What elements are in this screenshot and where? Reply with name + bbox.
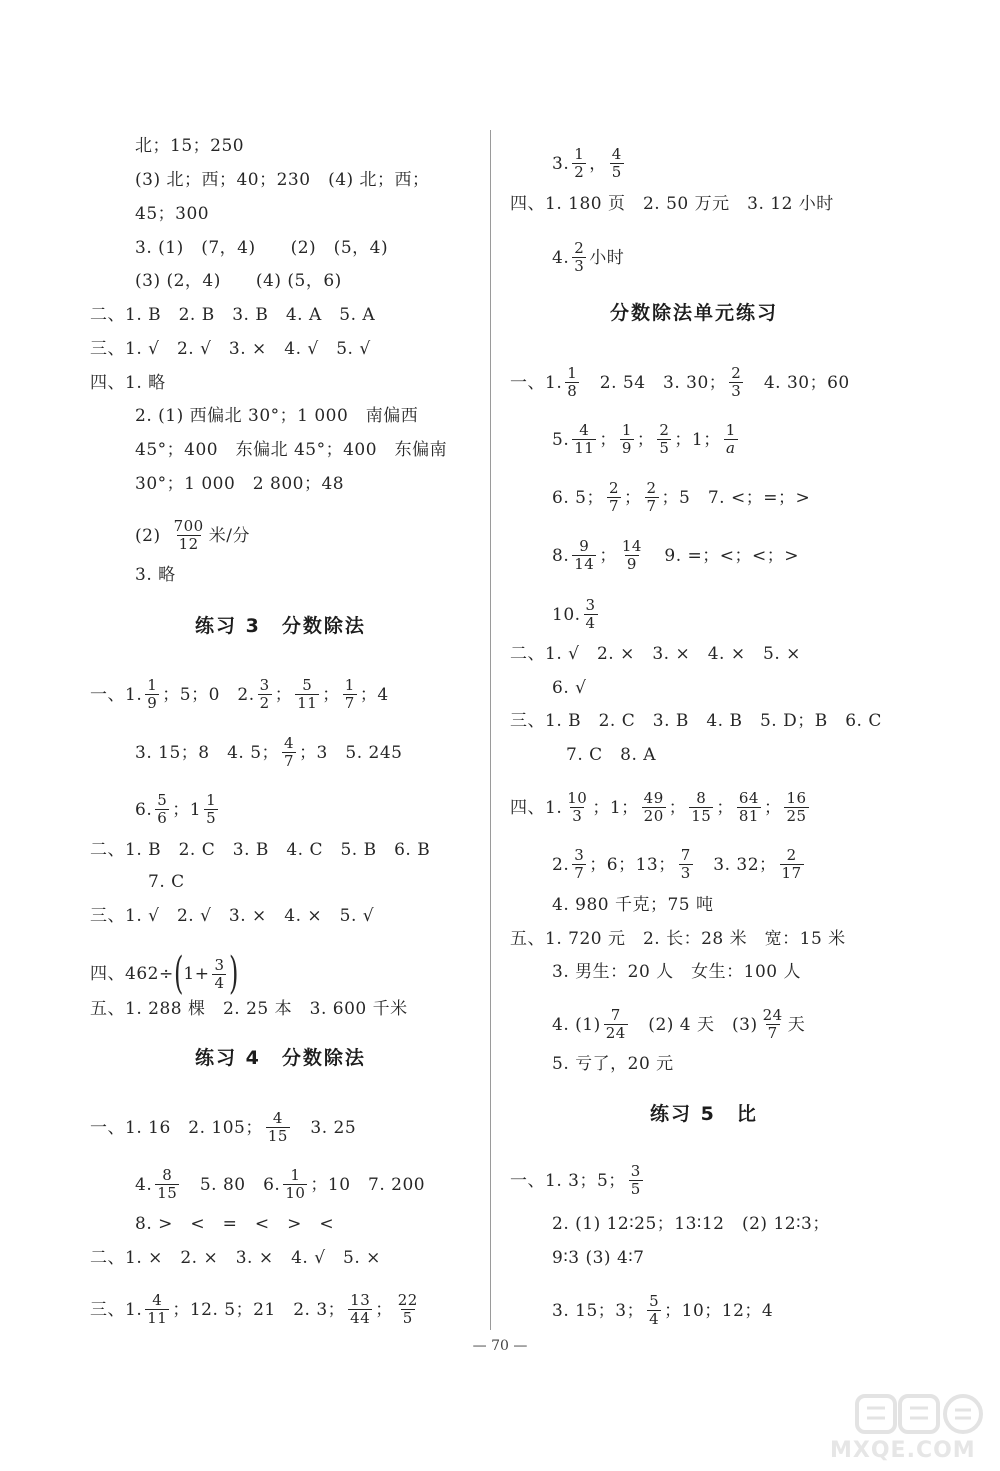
fraction	[565, 365, 579, 400]
answer-text: ；	[636, 429, 655, 450]
numerator: 5	[649, 1292, 660, 1310]
answer-line	[90, 948, 240, 999]
denominator: 5	[402, 1309, 413, 1327]
fraction	[155, 1167, 179, 1202]
fraction	[620, 422, 634, 457]
denominator: 7	[574, 864, 585, 882]
answer-text: 3.	[552, 153, 570, 174]
numerator: 2	[659, 421, 670, 439]
fraction	[657, 422, 671, 457]
answer-line	[135, 518, 250, 553]
fraction	[604, 1007, 628, 1042]
answer-text: 五、1. 720 元 2. 长：28 米 宽：15 米	[510, 929, 846, 949]
denominator: 10	[285, 1184, 306, 1202]
numerator: 7	[610, 1006, 621, 1024]
denominator: 11	[574, 439, 595, 457]
section-title: 练习 5 比	[650, 1103, 758, 1125]
answer-text: 2. (1) 12∶25；13∶12 (2) 12∶3；	[552, 1214, 830, 1234]
answer-line	[552, 678, 586, 698]
answer-line	[90, 1292, 423, 1327]
numerator: 3	[214, 955, 225, 974]
denominator: 15	[691, 807, 712, 825]
answer-line	[510, 1163, 646, 1198]
denominator: 11	[297, 694, 318, 712]
answer-line	[552, 1293, 773, 1328]
numerator: 3	[574, 846, 585, 864]
page-number: — 70 —	[472, 1338, 528, 1354]
answer-text: 一、1. 3；5；	[510, 1170, 626, 1191]
numerator: 4	[611, 145, 622, 163]
answer-line	[135, 170, 430, 190]
fraction	[645, 480, 659, 515]
answer-line	[148, 872, 185, 892]
numerator: 2	[731, 364, 742, 382]
answer-text: 4. 30；60	[746, 372, 850, 393]
answer-text: ；1	[172, 799, 202, 820]
answer-line	[90, 1248, 381, 1268]
fraction	[629, 1163, 643, 1198]
denominator: 81	[738, 807, 759, 825]
answer-text: ；	[375, 1299, 393, 1320]
numerator: 24	[762, 1006, 783, 1024]
answer-text: 4. (1)	[552, 1014, 601, 1035]
denominator: 6	[157, 809, 168, 827]
answer-text: ；	[322, 684, 340, 705]
answer-line	[90, 906, 374, 926]
denominator: 7	[767, 1024, 778, 1042]
answer-text: 8. > < = < > <	[135, 1214, 335, 1234]
denominator: 4	[649, 1310, 660, 1328]
answer-text: 3. 32；	[695, 854, 777, 875]
answer-line	[552, 1248, 645, 1268]
answer-line	[552, 895, 714, 915]
answer-line	[510, 644, 801, 664]
answer-line	[135, 440, 447, 460]
fraction	[396, 1292, 420, 1327]
fraction	[729, 365, 743, 400]
denominator: 15	[157, 1184, 178, 1202]
denominator: 11	[147, 1309, 168, 1327]
answer-text: 二、1. √ 2. × 3. × 4. × 5. ×	[510, 644, 801, 664]
denominator: 17	[781, 864, 802, 882]
fraction	[610, 146, 624, 181]
answer-line	[135, 474, 344, 494]
answer-text: ；	[274, 684, 293, 705]
answer-text: 3. 15；3；	[552, 1300, 645, 1321]
denominator: 5	[206, 809, 217, 827]
fraction	[572, 538, 596, 573]
answer-text: ；	[716, 797, 734, 818]
numerator: 700	[173, 517, 204, 535]
answer-text: 四、1. 略	[90, 373, 166, 393]
numerator: 2	[574, 239, 585, 257]
numerator: 16	[786, 789, 807, 807]
numerator: 4	[284, 734, 295, 752]
answer-text: (3) 北；西；40；230 (4) 北；西；	[135, 170, 430, 190]
numerator: 5	[157, 791, 168, 809]
answer-line	[135, 406, 418, 426]
denominator: 7	[344, 694, 355, 712]
denominator: 7	[646, 497, 657, 515]
fraction	[584, 597, 598, 632]
numerator: 3	[259, 676, 270, 694]
answer-line	[135, 238, 388, 258]
watermark-url: MXQE.COM	[830, 1438, 976, 1463]
fraction	[283, 1167, 307, 1202]
answer-text: 4. 980 千克；75 吨	[552, 895, 714, 915]
denominator: 12	[178, 535, 199, 553]
fraction	[572, 146, 586, 181]
fraction	[295, 677, 319, 712]
answer-text: 四、1.	[510, 797, 563, 818]
fraction	[737, 790, 761, 825]
fraction	[784, 790, 808, 825]
answer-line	[552, 480, 810, 515]
answer-text: ；	[763, 797, 782, 818]
answer-text: 3. 男生：20 人 女生：100 人	[552, 962, 802, 982]
answer-line	[90, 373, 166, 393]
answer-text: 45°；400 东偏北 45°；400 东偏南	[135, 440, 448, 460]
fraction	[155, 792, 169, 827]
denominator: 2	[574, 163, 585, 181]
answer-line	[90, 305, 375, 325]
numerator: 49	[643, 789, 664, 807]
denominator: 14	[574, 555, 595, 573]
answer-text: 6. √	[552, 678, 587, 698]
denominator: 5	[611, 163, 622, 181]
numerator: 1	[147, 676, 158, 694]
numerator: 64	[738, 789, 759, 807]
answer-text: 7. C 8. A	[566, 745, 657, 765]
fraction	[780, 847, 804, 882]
answer-text: (2)	[135, 525, 161, 546]
answer-line	[135, 1214, 334, 1234]
fraction	[572, 847, 586, 882]
denominator: a	[726, 439, 736, 457]
answer-text: 3. 25	[292, 1117, 357, 1138]
answer-text: 1+	[183, 964, 210, 984]
numerator: 3	[630, 1162, 641, 1180]
fraction	[620, 538, 644, 573]
numerator: 4	[152, 1291, 163, 1309]
answer-text: 3. 略	[135, 565, 176, 585]
denominator: 9	[626, 555, 637, 573]
answer-text: 45；300	[135, 204, 210, 224]
denominator: 44	[350, 1309, 371, 1327]
answer-text: 5.	[552, 429, 570, 450]
denominator: 3	[572, 807, 583, 825]
left-paren: (	[173, 948, 184, 999]
answer-line	[552, 847, 807, 882]
answer-text: ；	[599, 429, 617, 450]
numerator: 1	[574, 145, 585, 163]
answer-text: 9. =；<；<；>	[646, 545, 800, 566]
answer-text: 四、462÷	[90, 964, 174, 984]
answer-line	[135, 565, 176, 585]
denominator: 8	[567, 382, 578, 400]
fraction	[343, 677, 357, 712]
answer-line	[90, 677, 389, 712]
answer-text: 7. C	[148, 872, 185, 892]
answer-text: 三、1. B 2. C 3. B 4. B 5. D；B 6. C	[510, 711, 882, 731]
answer-text: ；10 7. 200	[310, 1174, 426, 1195]
answer-line	[552, 422, 741, 457]
answer-line	[552, 1054, 674, 1074]
answer-text: 米/分	[208, 525, 250, 546]
fraction	[266, 1110, 290, 1145]
answer-text: ；10；12；4	[664, 1300, 774, 1321]
fraction	[145, 1292, 169, 1327]
denominator: 4	[214, 973, 225, 992]
answer-text: 一、1.	[510, 372, 563, 393]
answer-text: (2) 4 天 (3)	[630, 1014, 758, 1035]
answer-text: 三、1. √ 2. √ 3. × 4. × 5. √	[90, 906, 375, 926]
answer-text: 三、1.	[90, 1299, 143, 1320]
answer-line	[552, 962, 801, 982]
answer-line	[510, 365, 850, 400]
answer-text: 一、1. 16 2. 105；	[90, 1117, 263, 1138]
numerator: 1	[206, 791, 217, 809]
answer-text: (3) (2，4) (4) (5，6)	[135, 271, 342, 291]
numerator: 3	[585, 596, 596, 614]
answer-text: ；5；0 2.	[162, 684, 255, 705]
section-title: 练习 4 分数除法	[195, 1047, 366, 1069]
answer-line	[510, 929, 846, 949]
numerator: 14	[621, 537, 642, 555]
answer-text: ；4	[359, 684, 389, 705]
fraction	[565, 790, 589, 825]
column-divider	[490, 130, 491, 1330]
answer-line	[552, 538, 799, 573]
answer-text: 四、1. 180 页 2. 50 万元 3. 12 小时	[510, 194, 834, 214]
denominator: 3	[731, 382, 742, 400]
answer-line	[135, 735, 402, 770]
numerator: 8	[162, 1166, 173, 1184]
answer-text: ；	[599, 545, 617, 566]
answer-text: 3. (1) (7，4) (2) (5，4)	[135, 238, 389, 258]
answer-text: 30°；1 000 2 800；48	[135, 474, 345, 494]
denominator: 4	[585, 614, 596, 632]
watermark-logo-icon	[855, 1392, 983, 1436]
denominator: 5	[659, 439, 670, 457]
right-paren: )	[229, 948, 240, 999]
fraction	[572, 240, 586, 275]
fraction	[761, 1007, 785, 1042]
denominator: 7	[284, 752, 295, 770]
answer-text: 一、1.	[90, 684, 143, 705]
fraction	[724, 422, 738, 457]
numerator: 2	[646, 479, 657, 497]
answer-text: 2. (1) 西偏北 30°；1 000 南偏西	[135, 406, 419, 426]
answer-line	[552, 146, 627, 181]
answer-text: ；5 7. <；=；>	[661, 487, 811, 508]
answer-line	[510, 711, 882, 731]
answer-line	[90, 999, 408, 1019]
numerator: 1	[344, 676, 355, 694]
numerator: 9	[579, 537, 590, 555]
denominator: 2	[259, 694, 270, 712]
answer-text: 10.	[552, 604, 581, 625]
answer-line	[135, 1167, 425, 1202]
answer-text: 2.	[552, 854, 570, 875]
denominator: 25	[786, 807, 807, 825]
answer-text: 小时	[589, 247, 625, 268]
fraction	[282, 735, 296, 770]
numerator: 4	[579, 421, 590, 439]
answer-line	[90, 1110, 356, 1145]
answer-text: 5. 80 6.	[182, 1174, 281, 1195]
answer-line	[552, 240, 624, 275]
answer-line	[566, 745, 656, 765]
answer-text: ；1；	[674, 429, 721, 450]
answer-text: 三、1. √ 2. √ 3. × 4. √ 5. √	[90, 339, 371, 359]
section-title: 分数除法单元练习	[610, 302, 779, 324]
fraction	[642, 790, 666, 825]
answer-text: ，	[589, 153, 607, 174]
answer-text: ；3 5. 245	[299, 742, 403, 763]
answer-text: 6.	[135, 799, 153, 820]
fraction	[204, 792, 218, 827]
answer-line	[510, 790, 812, 825]
answer-text: 4.	[135, 1174, 153, 1195]
denominator: 20	[643, 807, 664, 825]
numerator: 22	[397, 1291, 418, 1309]
denominator: 24	[605, 1024, 626, 1042]
answer-text: ；	[624, 487, 642, 508]
answer-line	[135, 204, 209, 224]
fraction	[679, 847, 693, 882]
numerator: 1	[621, 421, 632, 439]
answer-line	[135, 271, 342, 291]
answer-line	[135, 792, 221, 827]
fraction	[689, 790, 713, 825]
answer-line	[90, 840, 430, 860]
numerator: 2	[608, 479, 619, 497]
answer-line	[135, 136, 244, 156]
answer-text: 2. 54 3. 30；	[582, 372, 727, 393]
answer-text: ；1；	[592, 797, 639, 818]
answer-text: 8.	[552, 545, 570, 566]
answer-line	[90, 339, 371, 359]
fraction	[572, 422, 596, 457]
denominator: 15	[267, 1127, 288, 1145]
answer-text: 五、1. 288 棵 2. 25 本 3. 600 千米	[90, 999, 408, 1019]
answer-text: 5. 亏了，20 元	[552, 1054, 674, 1074]
numerator: 8	[696, 789, 707, 807]
denominator: 3	[680, 864, 691, 882]
answer-line	[510, 194, 834, 214]
denominator: 9	[621, 439, 632, 457]
numerator: 1	[567, 364, 578, 382]
answer-line	[552, 1007, 805, 1042]
fraction	[607, 480, 621, 515]
numerator: 1	[290, 1166, 301, 1184]
answer-text: 4.	[552, 247, 570, 268]
numerator: 13	[350, 1291, 371, 1309]
fraction	[348, 1292, 372, 1327]
denominator: 3	[574, 257, 585, 275]
denominator: 5	[630, 1180, 641, 1198]
answer-text: ；12. 5；21 2. 3；	[172, 1299, 346, 1320]
answer-line	[552, 597, 601, 632]
numerator: 7	[680, 846, 691, 864]
fraction	[212, 957, 226, 992]
numerator: 10	[567, 789, 588, 807]
denominator: 9	[147, 694, 158, 712]
fraction	[145, 677, 159, 712]
answer-line	[552, 1214, 830, 1234]
numerator: 4	[272, 1109, 283, 1127]
answer-text: 9∶3 (3) 4∶7	[552, 1248, 645, 1268]
answer-text: 北；15；250	[135, 136, 245, 156]
answer-text: 天	[787, 1014, 806, 1035]
numerator: 2	[786, 846, 797, 864]
denominator: 7	[608, 497, 619, 515]
fraction	[172, 518, 206, 553]
section-title: 练习 3 分数除法	[195, 615, 366, 637]
answer-text: 二、1. B 2. B 3. B 4. A 5. A	[90, 305, 376, 325]
answer-text: 二、1. × 2. × 3. × 4. √ 5. ×	[90, 1248, 381, 1268]
answer-text: ；	[668, 797, 687, 818]
numerator: 5	[302, 676, 313, 694]
answer-text: 3. 15；8 4. 5；	[135, 742, 280, 763]
answer-text: 6. 5；	[552, 487, 604, 508]
answer-text: 二、1. B 2. C 3. B 4. C 5. B 6. B	[90, 840, 431, 860]
answer-text: ；6；13；	[589, 854, 676, 875]
numerator: 1	[725, 421, 736, 439]
fraction	[647, 1293, 661, 1328]
fraction	[258, 677, 272, 712]
